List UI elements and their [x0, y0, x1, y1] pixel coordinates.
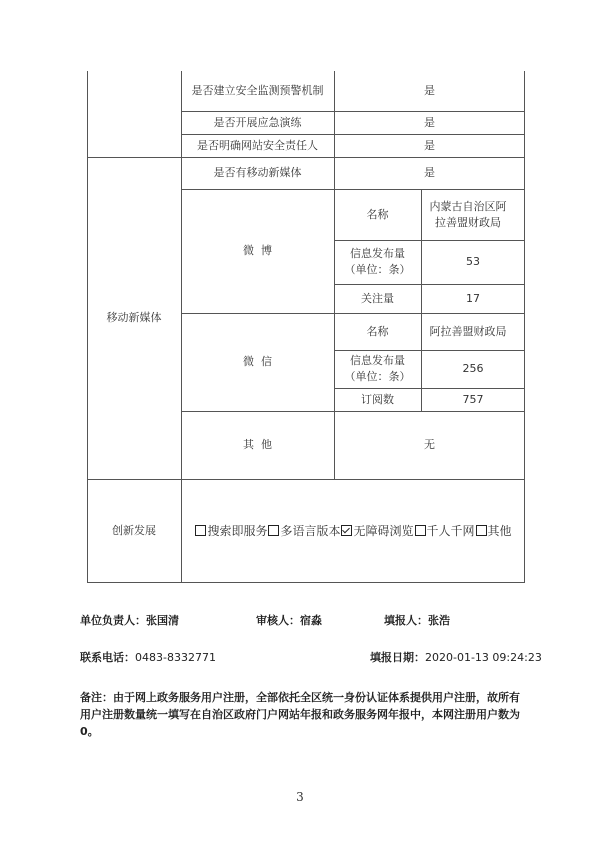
checkbox-icon[interactable]	[268, 525, 279, 536]
other-label: 其 他	[243, 438, 272, 451]
wechat-subs-value: 757	[462, 392, 484, 406]
weibo-name-value: 内蒙古自治区阿拉善盟财政局	[429, 199, 507, 229]
page-number: 3	[296, 790, 304, 804]
checkbox-icon[interactable]	[195, 525, 206, 536]
weibo-posts-value: 53	[466, 255, 480, 268]
has-mobile-label: 是否有移动新媒体	[213, 166, 302, 179]
checkbox-icon[interactable]	[415, 525, 426, 536]
weibo-followers-value: 17	[466, 291, 480, 305]
responsible-label: 是否明确网站安全责任人	[197, 138, 318, 152]
remarks-note: 备注：由于网上政务服务用户注册，全部依托全区统一身份认证体系提供用户注册，故所有用户注册数量统一填写在自治区政府门户网站年报和政务服务网年报中，本网注册用户数为 0。	[80, 691, 520, 738]
innovation-options	[181, 479, 525, 583]
innovation-option[interactable]: 多语言版本	[267, 523, 340, 539]
innovation-label: 创新发展	[112, 524, 156, 537]
wechat-name-value: 阿拉善盟财政局	[429, 324, 507, 338]
responsible-value: 是	[424, 138, 435, 152]
checkbox-icon[interactable]	[476, 525, 487, 536]
has-mobile-value: 是	[424, 166, 435, 179]
drill-value: 是	[424, 115, 435, 129]
monitoring-value: 是	[424, 84, 435, 97]
unit-head: 单位负责人：张国清	[80, 614, 179, 627]
drill-label: 是否开展应急演练	[213, 115, 302, 129]
innovation-option[interactable]: 无障碍浏览	[340, 523, 413, 539]
weibo-followers-label: 关注量	[361, 291, 394, 305]
fill-date: 填报日期：2020-01-13 09:24:23	[370, 651, 542, 664]
weibo-label: 微 博	[243, 244, 272, 257]
innovation-option[interactable]: 千人千网	[414, 523, 475, 539]
innovation-option[interactable]: 其他	[475, 523, 512, 539]
weibo-posts-label: 信息发布量（单位：条）	[344, 247, 411, 276]
contact-phone: 联系电话：0483-8332771	[80, 651, 216, 664]
filler: 填报人：张浩	[384, 614, 450, 627]
wechat-posts-value: 256	[462, 362, 484, 375]
wechat-label: 微 信	[243, 355, 272, 368]
weibo-name-label: 名称	[366, 207, 389, 221]
other-value: 无	[424, 438, 435, 451]
monitoring-label: 是否建立安全监测预警机制	[191, 84, 324, 97]
wechat-posts-label: 信息发布量（单位：条）	[344, 354, 411, 383]
wechat-name-label: 名称	[366, 324, 389, 338]
mobile-section-label: 移动新媒体	[106, 311, 162, 324]
wechat-subs-label: 订阅数	[361, 392, 394, 406]
checked-checkbox-icon[interactable]	[341, 525, 352, 536]
innovation-option[interactable]: 搜索即服务	[194, 523, 267, 539]
reviewer: 审核人：宿淼	[256, 614, 322, 627]
